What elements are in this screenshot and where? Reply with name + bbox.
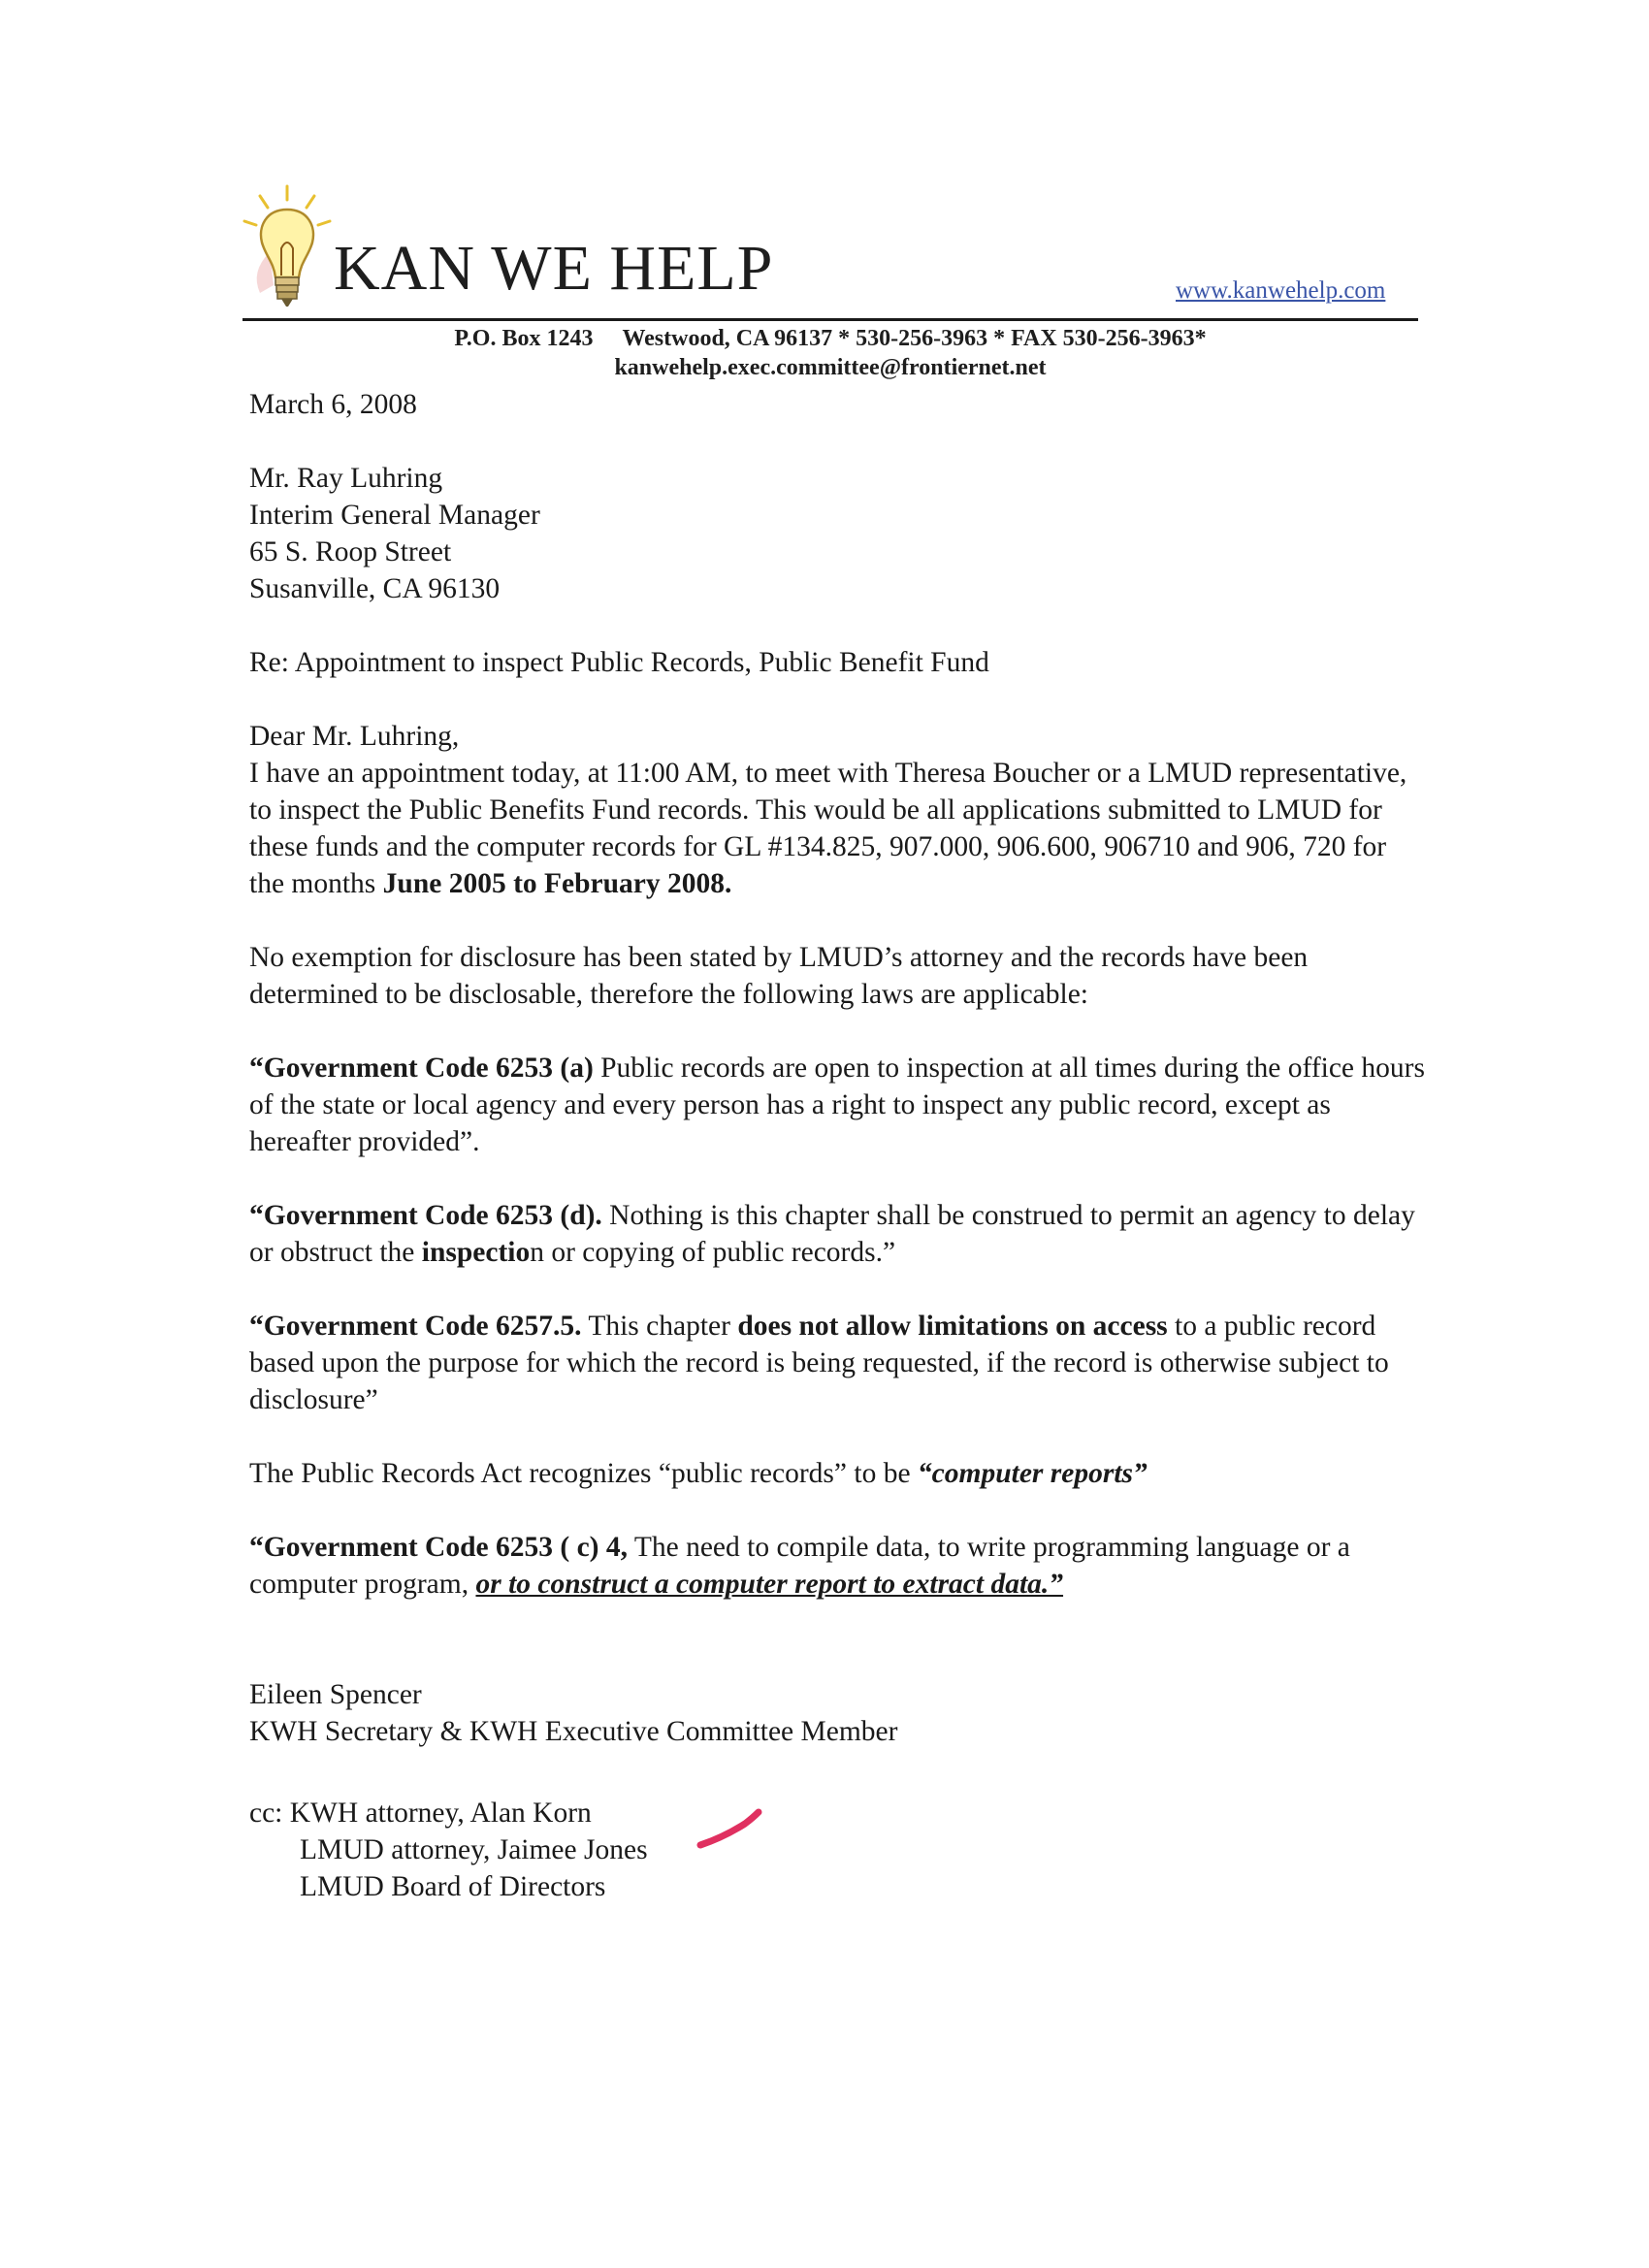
bold-italic-text: “computer reports” xyxy=(917,1458,1148,1489)
website-link[interactable]: www.kanwehelp.com xyxy=(1176,277,1386,304)
underlined-bold-italic-text: or to construct a computer report to extract data.” xyxy=(475,1569,1064,1600)
cc-list xyxy=(249,1795,1428,1905)
letterhead-rule xyxy=(242,318,1418,321)
bold-text: does not allow limitations on access xyxy=(737,1311,1168,1342)
subject-line: Re: Appointment to inspect Public Records, Public Benefit Fund xyxy=(249,647,989,678)
lightbulb-icon xyxy=(241,184,334,315)
paragraph-text: I have an appointment today, at 11:00 AM, to meet with Theresa Boucher or a LMUD representative, to inspect the Public Benefits Fund records. This would be all applications submitted to LMUD for these funds and the computer records for GL #134.825, 907.000, 906.600, 906710 and 906, 720 for the months xyxy=(249,758,1407,899)
paragraph-exemption: No exemption for disclosure has been stated by LMUD’s attorney and the records have been determined to be disclosable, therefore the following laws are applicable: xyxy=(249,942,1309,1010)
code-citation: “Government Code 6257.5. xyxy=(249,1311,582,1342)
recipient-line: 65 S. Roop Street xyxy=(249,536,452,567)
code-citation: “Government Code 6253 ( c) 4, xyxy=(249,1532,628,1563)
paragraph-text: to a public record based upon the purpose for which the record is being requested, if the record is otherwise subject to disclosure” xyxy=(249,1311,1389,1415)
paragraph-text: This chapter xyxy=(581,1311,738,1342)
code-citation: “Government Code 6253 (d). xyxy=(249,1200,602,1231)
red-check-mark xyxy=(695,1806,772,1855)
paragraph-computer-reports xyxy=(249,1455,1428,1492)
signature-block xyxy=(249,1676,1428,1750)
code-citation: “Government Code 6253 (a) xyxy=(249,1053,594,1084)
recipient-address xyxy=(249,460,1428,607)
signer-name: Eileen Spencer xyxy=(249,1679,422,1710)
salutation: Dear Mr. Luhring, xyxy=(249,721,460,752)
recipient-line: Interim General Manager xyxy=(249,500,540,531)
paragraph-text: n or copying of public records.” xyxy=(530,1237,896,1268)
signer-title: KWH Secretary & KWH Executive Committee Member xyxy=(249,1716,898,1747)
letter-date: March 6, 2008 xyxy=(249,389,417,420)
paragraph-appointment xyxy=(249,755,1428,902)
cc-line: LMUD attorney, Jaimee Jones xyxy=(300,1834,648,1865)
email-address: kanwehelp.exec.committee@frontiernet.net xyxy=(614,355,1047,380)
paragraph-text: Public records are open to inspection at all times during the office hours of the state or local agency and every person has a right to inspect any public record, except as hereafter provided”. xyxy=(249,1053,1425,1157)
paragraph-text: The Public Records Act recognizes “public records” to be xyxy=(249,1458,918,1489)
org-name: KAN WE HELP xyxy=(334,233,774,304)
address-line xyxy=(242,326,1418,352)
bold-text: June 2005 to February 2008. xyxy=(382,868,732,899)
recipient-line: Susanville, CA 96130 xyxy=(249,573,501,604)
po-box: P.O. Box 1243 xyxy=(454,326,594,351)
paragraph-code-6253d xyxy=(249,1197,1428,1271)
cc-line: cc: KWH attorney, Alan Korn xyxy=(249,1798,592,1829)
paragraph-code-6253a xyxy=(249,1050,1428,1160)
paragraph-text: Nothing is this chapter shall be construed to permit an agency to delay or obstruct the xyxy=(249,1200,1415,1268)
paragraph-code-6257-5 xyxy=(249,1308,1428,1418)
paragraph-code-6253c4 xyxy=(249,1529,1428,1603)
address-contact: Westwood, CA 96137 * 530-256-3963 * FAX 530-256-3963* xyxy=(622,326,1207,351)
bold-text: inspectio xyxy=(421,1237,531,1268)
paragraph-text: The need to compile data, to write programming language or a computer program, xyxy=(249,1532,1350,1600)
cc-line: LMUD Board of Directors xyxy=(300,1871,606,1902)
recipient-line: Mr. Ray Luhring xyxy=(249,463,443,494)
